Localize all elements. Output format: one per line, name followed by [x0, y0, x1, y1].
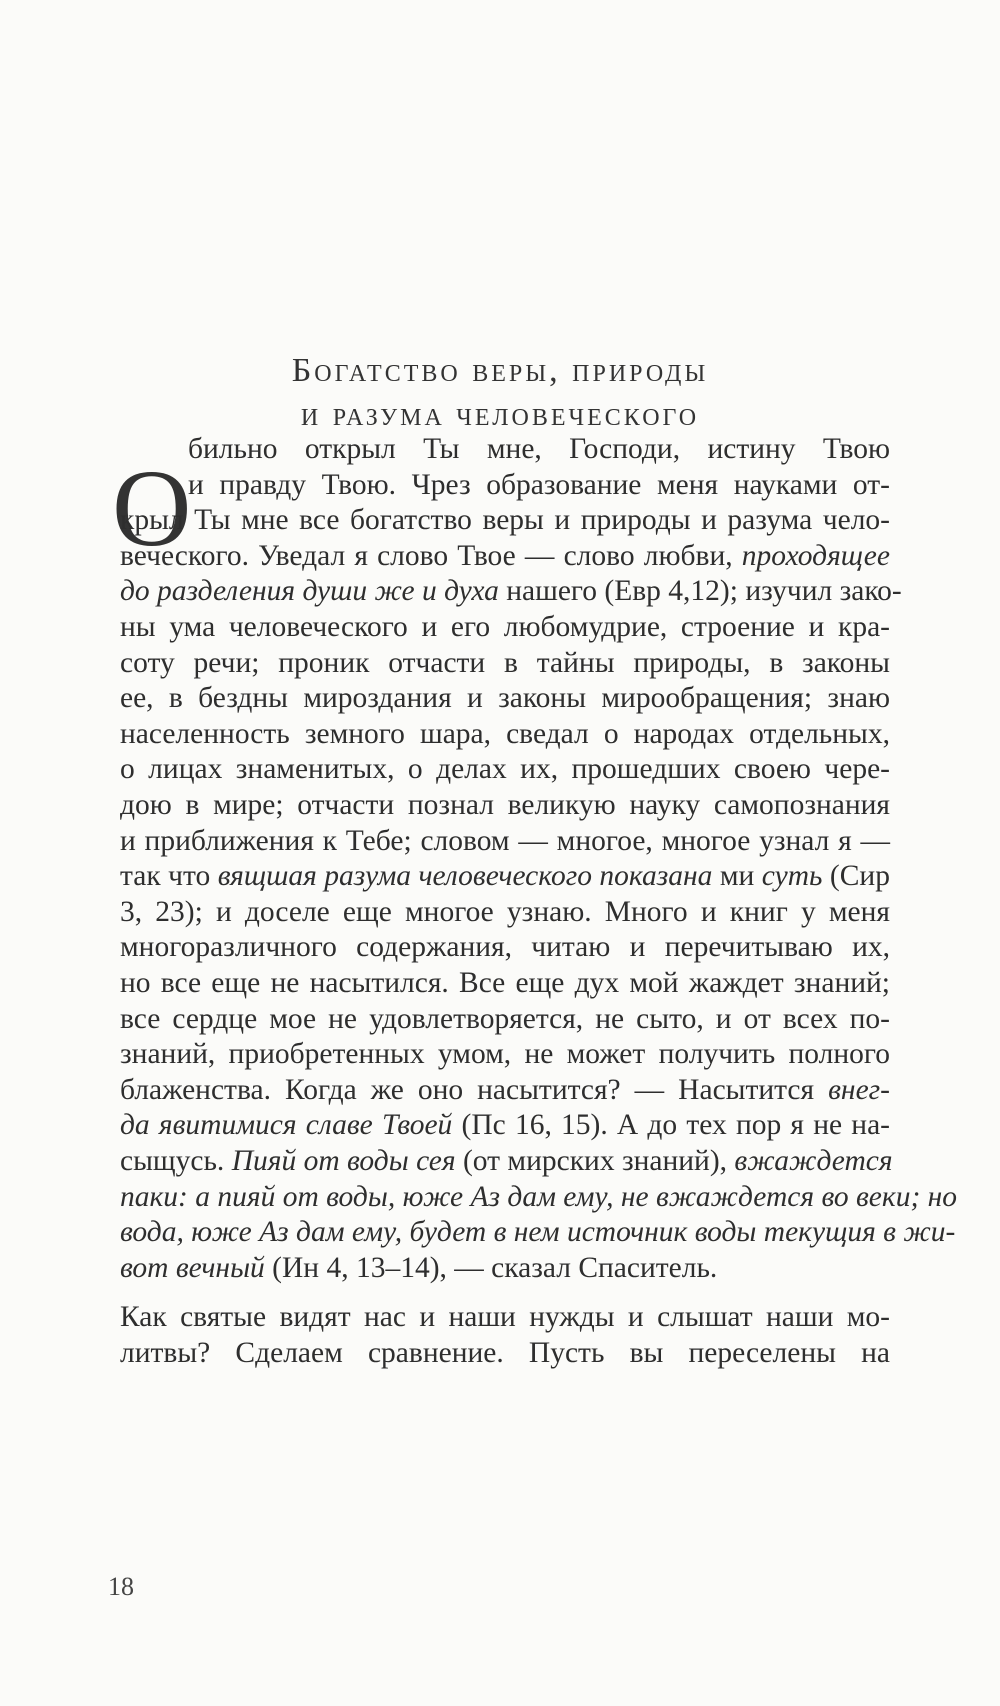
text-line [120, 893, 890, 931]
italic-quote: вот вечный [120, 1251, 265, 1284]
text-line [120, 964, 890, 1002]
text-line [120, 679, 890, 717]
text-line [120, 857, 890, 895]
text-line [120, 750, 890, 788]
text-run: (от мирских знаний), [455, 1145, 735, 1177]
text-line [120, 501, 890, 539]
text-run: Как святые видят нас и наши нужды и слышат наши мо- [120, 1301, 890, 1333]
text-run: сыщусь. [120, 1145, 232, 1177]
text-run: дою в мире; отчасти познал великую науку самопознания [120, 789, 890, 821]
text-line [120, 1334, 890, 1372]
text-line [120, 608, 890, 646]
text-line [120, 1071, 890, 1109]
italic-quote: проходящее [741, 539, 890, 572]
italic-quote: внег- [828, 1073, 890, 1106]
drop-cap: О [112, 447, 192, 569]
text-run: знаний, приобретенных умом, не может получить полного [120, 1038, 890, 1071]
text-run: блаженства. Когда же оно насытится? — Насытится [120, 1073, 829, 1106]
text-run: (Ин 4, 13–14), — сказал Спаситель. [264, 1251, 718, 1284]
text-run: соту речи; проник отчасти в тайны природы, в законы [120, 646, 890, 679]
text-run: многоразличного содержания, читаю и перечитываю их, [120, 931, 890, 964]
text-run: ны ума человеческого и его любомудрие, строение и кра- [120, 611, 890, 643]
text-line [120, 644, 890, 682]
text-line [120, 1035, 890, 1073]
italic-quote: до разделения души же и духа [120, 575, 499, 608]
text-line [120, 715, 890, 753]
italic-quote: вода, юже Аз дам ему, будет в нем источник воды текущия в жи- [120, 1216, 956, 1249]
italic-quote: вжаждется [734, 1145, 893, 1177]
text-run: веческого. Уведал я слово Твое — слово любви, [120, 539, 742, 572]
text-line [120, 1000, 890, 1038]
chapter-title-line-2: и разума человеческого [300, 396, 700, 433]
text-run: 3, 23); и доселе еще многое узнаю. Много и книг у меня [120, 895, 890, 928]
text-line [188, 430, 890, 468]
text-run: о лицах знаменитых, о делах их, прошедших своею чере- [120, 753, 890, 786]
text-line [120, 572, 902, 610]
text-line [120, 1142, 893, 1180]
text-run: населенность земного шара, сведал о народах отдельных, [120, 717, 890, 750]
text-run: и приближения к Тебе; словом — многое, многое узнал я — [120, 824, 890, 857]
text-run: ми [712, 860, 762, 893]
italic-quote: Пияй от воды сея [231, 1145, 456, 1177]
text-run: но все еще не насытился. Все еще дух мой жаждет знаний; [120, 967, 890, 999]
text-run: ее, в бездны мироздания и законы мирообращения; знаю [120, 682, 890, 715]
text-line [120, 1178, 958, 1216]
text-line [120, 1249, 717, 1287]
text-run: все сердце мое не удовлетворяется, не сыто, и от всех по- [120, 1002, 890, 1035]
text-line [120, 537, 890, 575]
text-run: бильно открыл Ты мне, Господи, истину Твою [188, 433, 890, 465]
text-line [120, 786, 890, 824]
text-line [188, 466, 890, 504]
text-line [120, 1106, 890, 1144]
page-number: 18 [108, 1572, 134, 1601]
chapter-title-line-1: Богатство веры, природы [291, 352, 709, 389]
text-line [120, 822, 890, 860]
text-run: и правду Твою. Чрез образование меня науками от- [188, 468, 890, 501]
text-run: так что [120, 860, 218, 893]
text-run: (Пс 16, 15). А до тех пор я не на- [452, 1109, 890, 1142]
text-line [120, 928, 890, 966]
text-run: (Сир [822, 860, 890, 893]
text-line [120, 1213, 956, 1251]
text-run: литвы? Сделаем сравнение. Пусть вы переселены на [120, 1336, 890, 1369]
text-line [120, 1298, 890, 1336]
text-run: крыл Ты мне все богатство веры и природы и разума чело- [120, 504, 890, 537]
italic-quote: паки: а пияй от воды, юже Аз дам ему, не вжаждется во веки; но [120, 1180, 958, 1213]
italic-quote: суть [761, 860, 823, 893]
text-run: нашего (Евр 4,12); изучил зако- [498, 575, 902, 608]
italic-quote: вящшая разума человеческого показана [217, 860, 713, 893]
italic-quote: да явитимися славе Твоей [120, 1109, 453, 1142]
